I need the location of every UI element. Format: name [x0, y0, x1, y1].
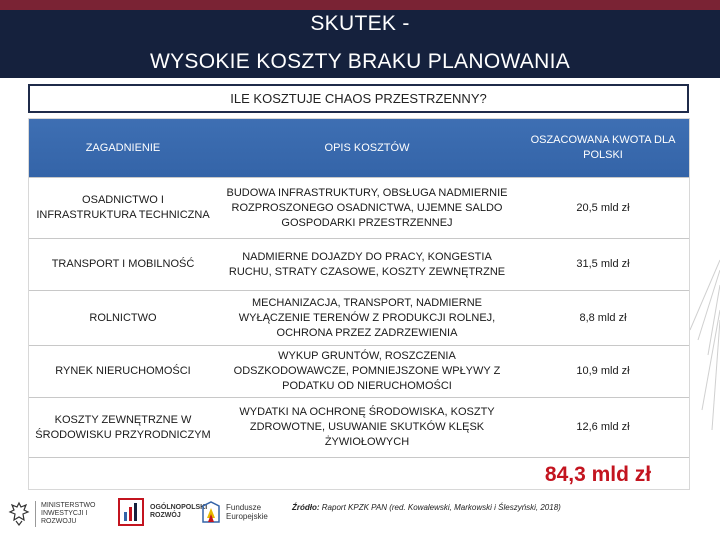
ministry-logo	[8, 501, 103, 527]
row-description: WYDATKI NA OCHRONĘ ŚRODOWISKA, KOSZTY ZDROWOTNE, USUWANIE SKUTKÓW KLĘSK ŻYWIOŁOWYCH	[239, 406, 495, 448]
total-row	[29, 457, 689, 491]
row-topic: RYNEK NIERUCHOMOŚCI	[55, 365, 191, 377]
table-row	[29, 397, 689, 457]
row-topic: KOSZTY ZEWNĘTRZNE W ŚRODOWISKU PRZYRODNICZYM	[35, 413, 211, 441]
table-header-row	[29, 119, 689, 177]
cost-table	[28, 118, 690, 490]
table-row	[29, 345, 689, 397]
row-topic: ROLNICTWO	[89, 311, 157, 324]
program-emblem-icon	[118, 498, 144, 526]
row-amount: 31,5 mld zł	[576, 258, 630, 270]
row-description: MECHANIZACJA, TRANSPORT, NADMIERNE WYŁĄCZENIE TERENÓW Z PRODUKCJI ROLNEJ, OCHRONA PRZEZ ZADRZEWIENIA	[238, 296, 496, 339]
footer	[0, 490, 720, 540]
source-text: Raport KPZK PAN (red. Kowalewski, Markowski i Śleszyński, 2018)	[321, 503, 561, 512]
page-title-line2: WYSOKIE KOSZTY BRAKU PLANOWANIA	[149, 50, 571, 73]
table-row	[29, 290, 689, 345]
source-note	[292, 503, 561, 512]
subtitle-box: ILE KOSZTUJE CHAOS PRZESTRZENNY?	[28, 84, 689, 113]
row-topic: TRANSPORT I MOBILNOŚĆ	[51, 258, 195, 270]
row-description: WYKUP GRUNTÓW, ROSZCZENIA ODSZKODOWAWCZE, POMNIEJSZONE WPŁYWY Z PODATKU OD NIERUCHOMOŚCI	[233, 350, 501, 392]
row-amount: 12,6 mld zł	[576, 421, 630, 433]
eu-funds-emblem-icon	[200, 500, 222, 524]
row-description: BUDOWA INFRASTRUKTURY, OBSŁUGA NADMIERNIE ROZPROSZONEGO OSADNICTWA, UJEMNE SALDO GOSPODARKI PRZESTRZENNEJ	[226, 186, 508, 229]
page-title-line1: SKUTEK -	[310, 12, 410, 35]
program-logo-text: OGÓLNOPOLSKI ROZWÓJ	[150, 504, 208, 519]
total-amount: 84,3 mld zł	[544, 463, 652, 486]
header-topic: ZAGADNIENIE	[85, 141, 161, 154]
eu-funds-logo	[200, 500, 270, 524]
header-description: OPIS KOSZTÓW	[324, 141, 410, 154]
title-accent-stripe	[0, 0, 720, 10]
eagle-emblem-icon	[8, 501, 30, 527]
row-topic: OSADNICTWO I INFRASTRUKTURA TECHNICZNA	[36, 194, 210, 221]
row-description: NADMIERNE DOJAZDY DO PRACY, KONGESTIA RUCHU, STRATY CZASOWE, KOSZTY ZEWNĘTRZNE	[228, 250, 506, 278]
row-amount: 8,8 mld zł	[579, 311, 627, 324]
table-row	[29, 177, 689, 238]
ministry-logo-text: MINISTERSTWO INWESTYCJI I ROZWOJU	[41, 502, 96, 525]
eu-funds-logo-text: Fundusze Europejskie	[226, 503, 268, 521]
source-label: Źródło:	[292, 503, 320, 512]
header-amount: OSZACOWANA KWOTA DLA POLSKI	[530, 134, 676, 161]
title-bar	[0, 0, 720, 78]
row-amount: 20,5 mld zł	[576, 201, 630, 214]
program-logo	[118, 498, 208, 526]
table-row	[29, 238, 689, 290]
row-amount: 10,9 mld zł	[576, 365, 630, 377]
